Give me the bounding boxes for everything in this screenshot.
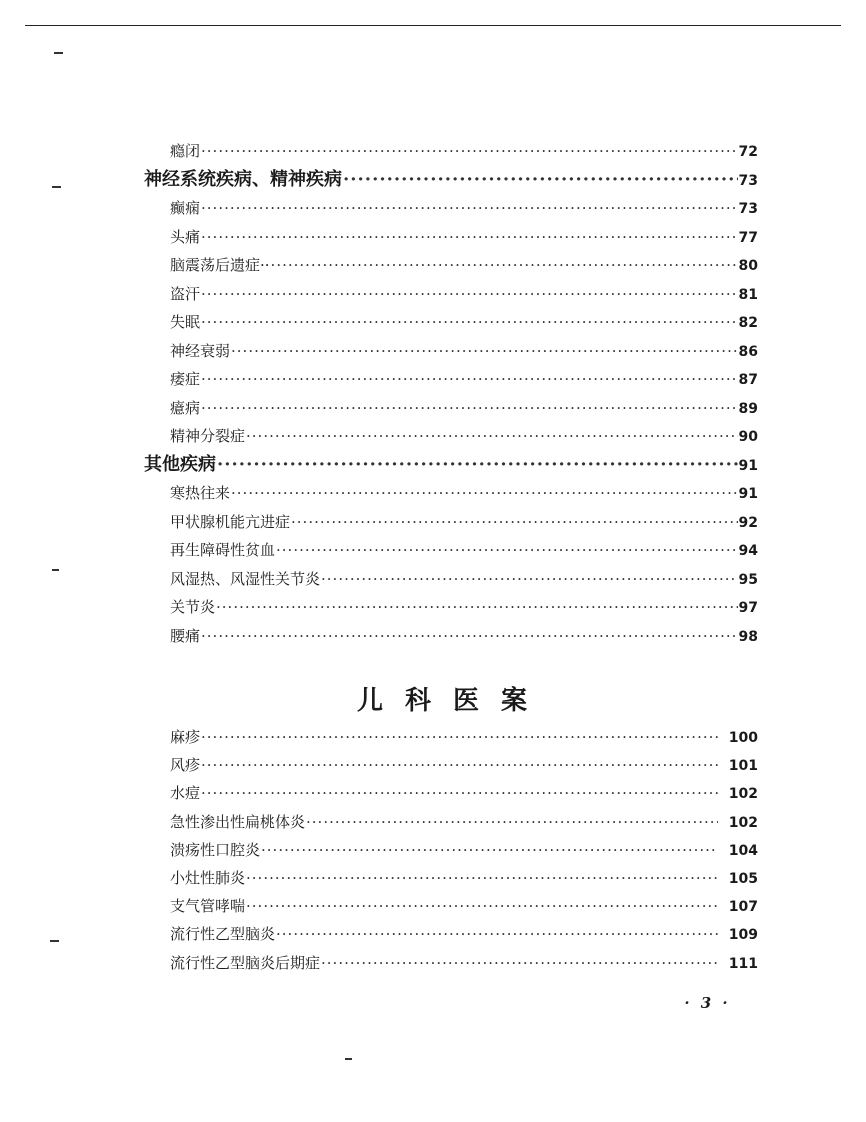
- scan-speck: [52, 186, 61, 188]
- toc-entry-page: 89: [738, 401, 758, 417]
- toc-entry: [144, 170, 758, 191]
- toc-entry: [170, 369, 758, 390]
- toc-entry: [170, 812, 758, 833]
- dot-leader: [321, 953, 718, 973]
- toc-entry-page: 111: [728, 956, 758, 972]
- dot-leader: [231, 483, 738, 503]
- toc-entry-page: 101: [728, 758, 758, 774]
- toc-entry: [170, 483, 758, 504]
- dot-leader: [201, 755, 718, 775]
- toc-entry-page: 81: [738, 287, 758, 303]
- toc-entry-page: 95: [738, 572, 758, 588]
- dot-leader: [343, 170, 738, 190]
- dot-leader: [201, 284, 738, 304]
- top-rule: [25, 25, 841, 26]
- toc-entry-page: 72: [738, 144, 758, 160]
- toc-entry-title: 痿症: [170, 370, 201, 388]
- toc-entry-title: 水痘: [170, 784, 201, 802]
- toc-entry: [170, 868, 758, 889]
- section-heading: 儿科医案: [356, 686, 549, 716]
- scan-speck: [50, 940, 59, 942]
- toc-entry-page: 104: [728, 843, 758, 859]
- toc-entry: [170, 512, 758, 533]
- toc-entry-page: 91: [738, 486, 758, 502]
- toc-entry-page: 80: [738, 258, 758, 274]
- toc-entry-page: 73: [738, 173, 758, 189]
- dot-leader: [276, 924, 718, 944]
- scan-speck: [52, 569, 59, 571]
- dot-leader: [276, 540, 738, 560]
- dot-leader: [246, 896, 718, 916]
- toc-entry-title: 风疹: [170, 756, 201, 774]
- toc-entry-title: 精神分裂症: [170, 427, 246, 445]
- dot-leader: [217, 455, 738, 475]
- dot-leader: [201, 141, 738, 161]
- dot-leader: [201, 198, 738, 218]
- toc-entry-page: 100: [728, 730, 758, 746]
- toc-entry-page: 82: [738, 315, 758, 331]
- toc-entry-title: 流行性乙型脑炎后期症: [170, 954, 321, 972]
- dot-leader: [201, 312, 738, 332]
- toc-entry-title: 溃疡性口腔炎: [170, 841, 261, 859]
- toc-entry: [170, 783, 758, 804]
- toc-entry: [170, 924, 758, 945]
- toc-entry-title: 急性渗出性扁桃体炎: [170, 813, 306, 831]
- toc-entry: [170, 141, 758, 162]
- dot-leader: [201, 783, 718, 803]
- toc-entry-title: 风湿热、风湿性关节炎: [170, 570, 321, 588]
- toc-entry-page: 98: [738, 629, 758, 645]
- toc-entry: [170, 255, 758, 276]
- toc-entry-title: 流行性乙型脑炎: [170, 925, 276, 943]
- toc-entry: [170, 597, 758, 618]
- toc-entry: [170, 953, 758, 974]
- toc-entry-page: 77: [738, 230, 758, 246]
- dot-leader: [321, 569, 738, 589]
- dot-leader: [201, 227, 738, 247]
- toc-entry: [170, 341, 758, 362]
- page-number: · 3 ·: [684, 994, 728, 1012]
- toc-entry: [170, 755, 758, 776]
- toc-entry-page: 73: [738, 201, 758, 217]
- scan-speck: [54, 52, 63, 54]
- toc-entry: [170, 398, 758, 419]
- toc-entry-page: 97: [738, 600, 758, 616]
- dot-leader: [201, 398, 738, 418]
- toc-entry-title: 其他疾病: [144, 454, 216, 475]
- toc-entry-page: 86: [738, 344, 758, 360]
- dot-leader: [291, 512, 738, 532]
- toc-entry-title: 寒热往来: [170, 484, 231, 502]
- toc-entry: [170, 569, 758, 590]
- toc-entry-page: 102: [728, 786, 758, 802]
- toc-entry: [170, 727, 758, 748]
- toc-entry-page: 105: [728, 871, 758, 887]
- toc-entry-page: 94: [738, 543, 758, 559]
- toc-entry-title: 失眠: [170, 313, 201, 331]
- toc-entry: [170, 227, 758, 248]
- toc-entry-title: 瘾闭: [170, 142, 201, 160]
- toc-entry-title: 神经衰弱: [170, 342, 231, 360]
- toc-entry: [170, 896, 758, 917]
- toc-entry: [170, 312, 758, 333]
- toc-entry-title: 支气管哮喘: [170, 897, 246, 915]
- dot-leader: [201, 727, 718, 747]
- dot-leader: [246, 868, 718, 888]
- toc-entry-page: 92: [738, 515, 758, 531]
- toc-entry: [144, 455, 758, 476]
- toc-entry-page: 91: [738, 458, 758, 474]
- dot-leader: [306, 812, 718, 832]
- toc-entry-title: 麻疹: [170, 728, 201, 746]
- dot-leader: [246, 426, 738, 446]
- toc-entry-title: 甲状腺机能亢进症: [170, 513, 291, 531]
- toc-entry-title: 再生障碍性贫血: [170, 541, 276, 559]
- dot-leader: [231, 341, 738, 361]
- toc-entry-title: 脑震荡后遗症··: [170, 256, 270, 274]
- toc-entry-title: 癫痫: [170, 199, 201, 217]
- toc-entry-page: 87: [738, 372, 758, 388]
- toc-entry-title: 癔病: [170, 399, 201, 417]
- dot-leader: [201, 369, 738, 389]
- toc-entry-title: 头痛: [170, 228, 201, 246]
- toc-entry: [170, 626, 758, 647]
- dot-leader: [261, 840, 718, 860]
- dot-leader: [201, 626, 738, 646]
- toc-entry-title: 小灶性肺炎: [170, 869, 246, 887]
- toc-entry-page: 90: [738, 429, 758, 445]
- toc-entry-page: 107: [728, 899, 758, 915]
- toc-entry-title: 盗汗: [170, 285, 201, 303]
- toc-entry: [170, 426, 758, 447]
- toc-entry-title: 神经系统疾病、精神疾病: [144, 169, 342, 190]
- scan-speck: [345, 1058, 352, 1060]
- dot-leader: [216, 597, 738, 617]
- toc-entry: [170, 540, 758, 561]
- dot-leader: [271, 255, 738, 275]
- toc-entry: [170, 284, 758, 305]
- toc-entry-page: 109: [728, 927, 758, 943]
- toc-entry: [170, 198, 758, 219]
- toc-entry-title: 腰痛: [170, 627, 201, 645]
- toc-entry-title: 关节炎: [170, 598, 216, 616]
- toc-entry: [170, 840, 758, 861]
- toc-entry-page: 102: [728, 815, 758, 831]
